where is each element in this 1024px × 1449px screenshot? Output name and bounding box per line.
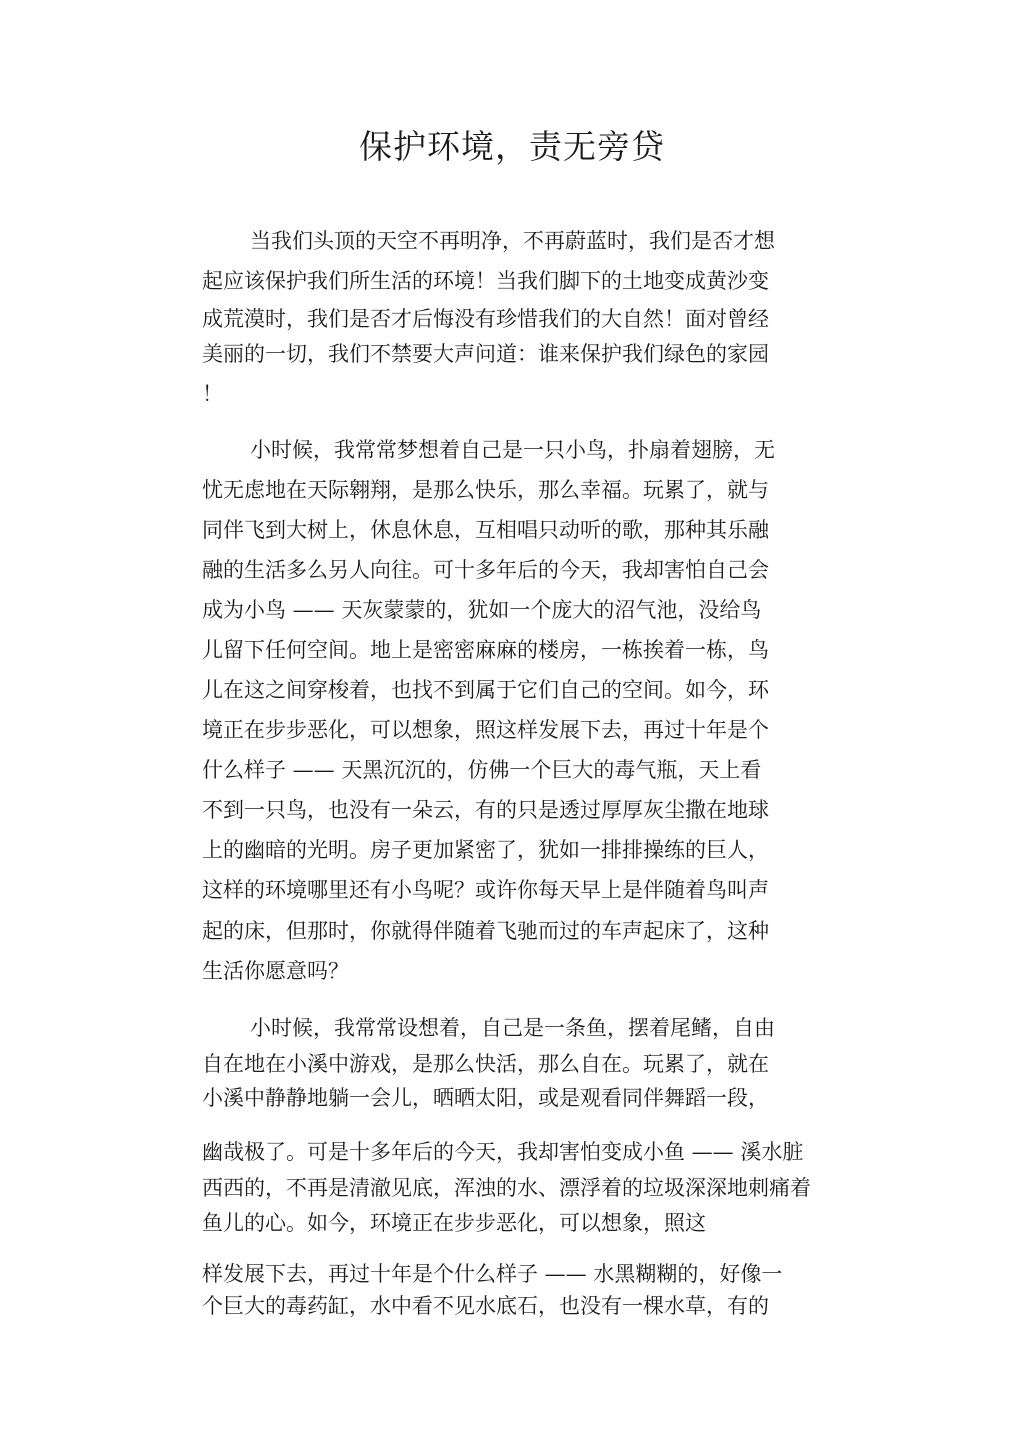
paragraph-2-line-1: 小时候，我常常梦想着自己是一只小鸟，扑扇着翅膀，无 <box>250 438 775 462</box>
paragraph-2-line-12: 这样的环境哪里还有小鸟呢？或许你每天早上是伴随着鸟叫声 <box>202 878 769 902</box>
paragraph-3-line-8: 个巨大的毒药缸，水中看不见水底石，也没有一棵水草，有的 <box>202 1294 769 1318</box>
paragraph-1-line-2: 起应该保护我们所生活的环境！当我们脚下的土地变成黄沙变 <box>202 269 769 293</box>
paragraph-2-line-11: 上的幽暗的光明。房子更加紧密了，犹如一排排操练的巨人， <box>202 838 769 862</box>
paragraph-2-line-6: 儿留下任何空间。地上是密密麻麻的楼房，一栋挨着一栋，鸟 <box>202 638 769 662</box>
paragraph-3-line-3: 小溪中静静地躺一会儿，晒晒太阳，或是观看同伴舞蹈一段， <box>202 1086 769 1110</box>
paragraph-2-line-13: 起的床，但那时，你就得伴随着飞驰而过的车声起床了，这种 <box>202 919 769 943</box>
paragraph-3-line-5: 西西的，不再是清澈见底，浑浊的水、漂浮着的垃圾深深地刺痛着 <box>202 1176 811 1200</box>
paragraph-3-line-1: 小时候，我常常设想着，自己是一条鱼，摆着尾鳍，自由 <box>250 1016 775 1040</box>
paragraph-3-line-6: 鱼儿的心。如今，环境正在步步恶化，可以想象，照这 <box>202 1211 706 1235</box>
paragraph-2-line-9: 什么样子 —— 天黑沉沉的，仿佛一个巨大的毒气瓶，天上看 <box>202 758 762 782</box>
paragraph-3-line-7: 样发展下去，再过十年是个什么样子 —— 水黑糊糊的，好像一 <box>202 1262 783 1286</box>
paragraph-2-line-14: 生活你愿意吗？ <box>202 959 349 983</box>
document-title: 保护环境，责无旁贷 <box>359 127 665 166</box>
paragraph-1-line-3: 成荒漠时，我们是否才后悔没有珍惜我们的大自然！面对曾经 <box>202 307 769 331</box>
paragraph-1-line-5: ！ <box>202 382 223 406</box>
paragraph-3-line-4: 幽哉极了。可是十多年后的今天，我却害怕变成小鱼 —— 溪水脏 <box>202 1140 804 1164</box>
paragraph-1-line-1: 当我们头顶的天空不再明净，不再蔚蓝时，我们是否才想 <box>250 229 775 253</box>
paragraph-2-line-10: 不到一只鸟，也没有一朵云，有的只是透过厚厚灰尘撒在地球 <box>202 798 769 822</box>
paragraph-2-line-7: 儿在这之间穿梭着，也找不到属于它们自己的空间。如今，环 <box>202 678 769 702</box>
paragraph-2-line-5: 成为小鸟 —— 天灰蒙蒙的，犹如一个庞大的沼气池，没给鸟 <box>202 598 762 622</box>
paragraph-3-line-2: 自在地在小溪中游戏，是那么快活，那么自在。玩累了，就在 <box>202 1052 769 1076</box>
paragraph-2-line-8: 境正在步步恶化，可以想象，照这样发展下去，再过十年是个 <box>202 718 769 742</box>
paragraph-2-line-4: 融的生活多么另人向往。可十多年后的今天，我却害怕自己会 <box>202 558 769 582</box>
paragraph-1-line-4: 美丽的一切，我们不禁要大声问道：谁来保护我们绿色的家园 <box>202 342 769 366</box>
paragraph-2-line-3: 同伴飞到大树上，休息休息，互相唱只动听的歌，那种其乐融 <box>202 518 769 542</box>
paragraph-2-line-2: 忧无虑地在天际翱翔，是那么快乐，那么幸福。玩累了，就与 <box>202 478 769 502</box>
